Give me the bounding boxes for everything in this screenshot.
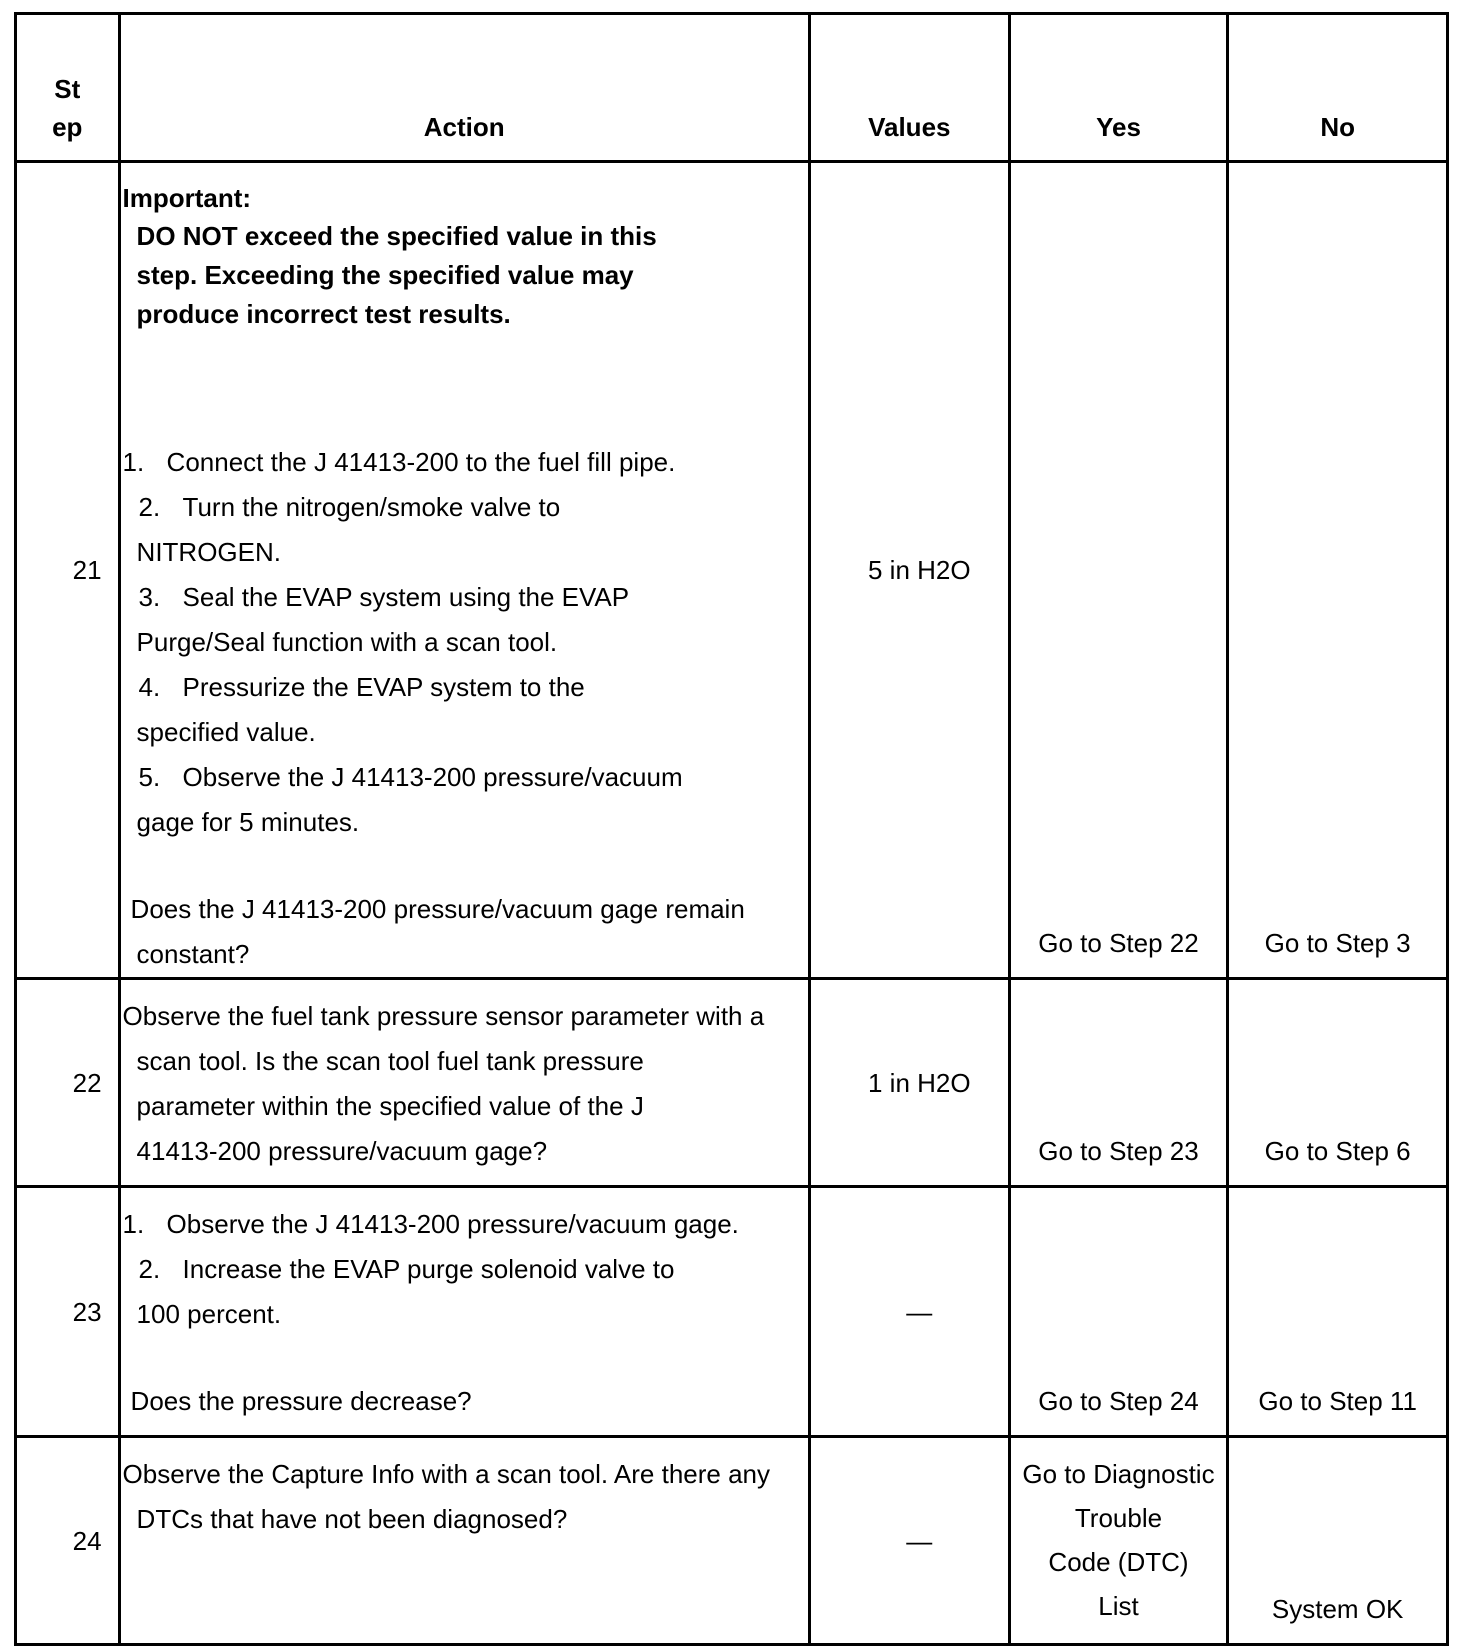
no-cell: Go to Step 3 <box>1228 162 1448 979</box>
header-step-line-1: St <box>54 74 81 104</box>
table-row <box>16 1437 1448 1645</box>
list-item-text: Pressurize the EVAP system to the <box>182 672 585 702</box>
important-text <box>123 217 808 334</box>
header-no: No <box>1228 14 1448 162</box>
list-item-text: Connect the J 41413-200 to the fuel fill pipe. <box>166 447 676 477</box>
yes-line: Trouble <box>1074 1503 1163 1533</box>
action-line: Observe the fuel tank pressure sensor parameter with a <box>122 1001 765 1031</box>
step-number: 23 <box>16 1187 120 1437</box>
value-cell: 5 in H2O <box>809 162 1009 979</box>
list-item-number: 4. <box>138 672 161 702</box>
header-yes: Yes <box>1009 14 1228 162</box>
list-item-text: Seal the EVAP system using the EVAP <box>182 582 630 612</box>
no-cell: System OK <box>1228 1437 1448 1645</box>
action-line: parameter within the specified value of the J <box>136 1091 644 1121</box>
list-item-number: 1. <box>122 447 145 477</box>
header-action: Action <box>119 14 809 162</box>
no-cell: Go to Step 11 <box>1228 1187 1448 1437</box>
list-item <box>123 1247 808 1292</box>
action-line: DTCs that have not been diagnosed? <box>136 1504 568 1534</box>
header-step <box>16 14 120 162</box>
important-line: step. Exceeding the specified value may <box>136 260 634 290</box>
table-row <box>16 979 1448 1187</box>
yes-cell: Go to Step 22 <box>1009 162 1228 979</box>
list-item-text: Observe the J 41413-200 pressure/vacuum <box>182 762 683 792</box>
step-number: 24 <box>16 1437 120 1645</box>
value-cell: — <box>809 1187 1009 1437</box>
header-row <box>16 14 1448 162</box>
action-cell <box>119 1187 809 1437</box>
action-line: scan tool. Is the scan tool fuel tank pressure <box>136 1046 644 1076</box>
list-item <box>123 1202 808 1247</box>
list-item <box>123 485 808 530</box>
question-line: Does the J 41413-200 pressure/vacuum gage remain <box>130 894 745 924</box>
action-cell <box>119 1437 809 1645</box>
important-line: DO NOT exceed the specified value in this <box>136 221 657 251</box>
yes-line: Go to Diagnostic <box>1022 1459 1215 1489</box>
list-item-continuation: gage for 5 minutes. <box>136 807 360 837</box>
yes-line: Code (DTC) <box>1048 1547 1189 1577</box>
action-cell <box>119 162 809 979</box>
header-step-line-2: ep <box>52 112 83 142</box>
list-item <box>123 575 808 620</box>
list-item-text: Increase the EVAP purge solenoid valve to <box>182 1254 675 1284</box>
table-row <box>16 1187 1448 1437</box>
diagnostic-table-page <box>14 12 1449 1630</box>
yes-cell <box>1009 1437 1228 1645</box>
value-cell: — <box>809 1437 1009 1645</box>
no-cell: Go to Step 6 <box>1228 979 1448 1187</box>
yes-cell: Go to Step 23 <box>1009 979 1228 1187</box>
value-cell: 1 in H2O <box>809 979 1009 1187</box>
question-line: constant? <box>136 939 250 969</box>
important-line: produce incorrect test results. <box>136 299 511 329</box>
list-item-continuation: 100 percent. <box>136 1299 282 1329</box>
question-line: Does the pressure decrease? <box>130 1386 472 1416</box>
list-item-text: Observe the J 41413-200 pressure/vacuum gage. <box>166 1209 739 1239</box>
list-item-number: 2. <box>138 492 161 522</box>
step-number: 22 <box>16 979 120 1187</box>
diagnostic-table <box>14 12 1449 1646</box>
action-line: Observe the Capture Info with a scan tool. Are there any <box>122 1459 771 1489</box>
list-item-number: 2. <box>138 1254 161 1284</box>
header-values: Values <box>809 14 1009 162</box>
list-item <box>123 440 808 485</box>
action-cell <box>119 979 809 1187</box>
yes-line: List <box>1098 1591 1139 1621</box>
action-line: 41413-200 pressure/vacuum gage? <box>136 1136 548 1166</box>
list-item-number: 1. <box>122 1209 145 1239</box>
table-row <box>16 162 1448 979</box>
yes-cell: Go to Step 24 <box>1009 1187 1228 1437</box>
list-item-number: 5. <box>138 762 161 792</box>
list-item-number: 3. <box>138 582 161 612</box>
important-label: Important: <box>122 183 252 213</box>
list-item <box>123 755 808 800</box>
step-number: 21 <box>16 162 120 979</box>
list-item-continuation: NITROGEN. <box>136 537 281 567</box>
list-item-continuation: Purge/Seal function with a scan tool. <box>136 627 558 657</box>
list-item-text: Turn the nitrogen/smoke valve to <box>182 492 561 522</box>
list-item <box>123 665 808 710</box>
list-item-continuation: specified value. <box>136 717 316 747</box>
